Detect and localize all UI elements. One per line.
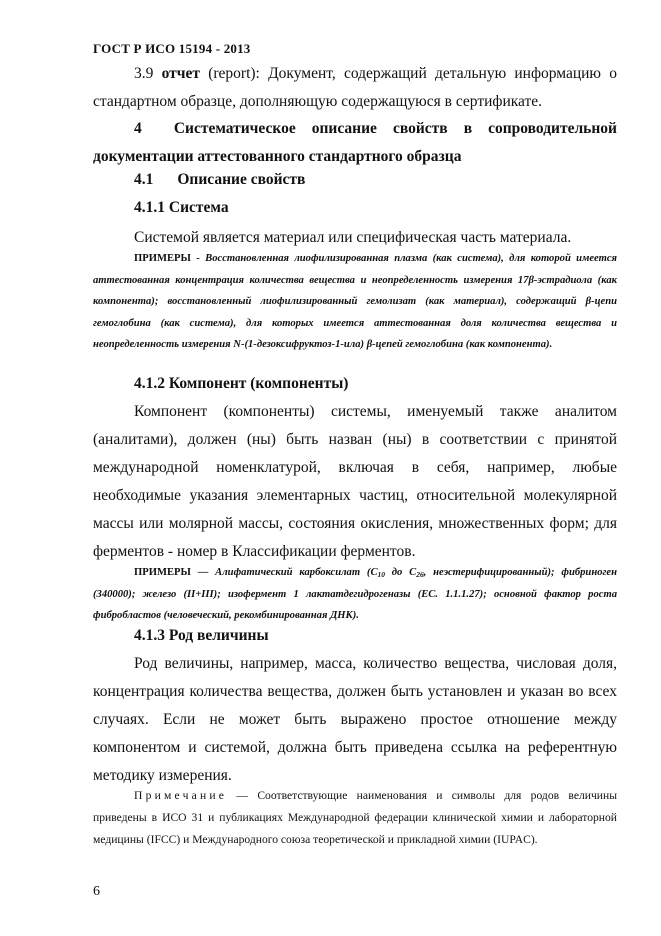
subscript-10: 10: [377, 570, 385, 579]
examples-text-b: до С: [384, 567, 417, 578]
term-english: (report):: [208, 65, 260, 82]
note-text: — Соответствующие наименования и символы для родов величины приведены в ИСО 31 и публикациях Международной федерации клинической химии и лабораторной медицины (IFCC) и Международного союза теоретической и прикладной химии (IUPAC).: [93, 789, 617, 846]
note-label: Примечание: [134, 789, 228, 802]
examples-text: Восстановленная лиофилизированная плазма (как система), для которой имеется аттестованная концентрация количества вещества и неопределенность измерения 17β-эстрадиола (как компонента); восстановленный лиофилизированный гемолизат (как материал), содержащий β-цепи гемоглобина (как система), для которых имеется аттестованная доля количества вещества и неопределенность измерения N-(1-дезоксифруктоз-1-ила) β-цепей гемоглобина (как компонента).: [93, 253, 617, 351]
examples-label: ПРИМЕРЫ -: [134, 253, 206, 264]
subscript-26: 26: [416, 570, 424, 579]
section-4-1-3-text: Род величины, например, масса, количество вещества, числовая доля, концентрация количества вещества, должен быть установлен и указан во всех случаях. Если не может быть выражено простое отношение между компонентом и системой, должна быть приведена ссылка на референтную методику измерения.: [93, 655, 617, 784]
section-4-1-3-heading: 4.1.3 Род величины: [134, 627, 269, 644]
section-4-1-2-heading: 4.1.2 Компонент (компоненты): [134, 375, 349, 392]
definition-3-9: [93, 60, 617, 116]
section-number: 4.1: [134, 171, 154, 188]
section-4-heading: [93, 115, 617, 171]
examples-4-1-2: [93, 562, 617, 627]
document-header: ГОСТ Р ИСО 15194 - 2013: [93, 41, 251, 56]
section-4-1-1-heading: 4.1.1 Система: [134, 199, 229, 216]
section-4-1-heading: [134, 171, 305, 189]
page-number: 6: [93, 884, 100, 899]
definition-text: Документ, содержащий детальную информацию о стандартном образце, дополняющую содержащуюся в сертификате.: [93, 65, 617, 110]
section-4-1-2-text: Компонент (компоненты) системы, именуемый также аналитом (аналитами), должен (ны) быть назван (ны) в соответствии с принятой международной номенклатурой, включая в себя, например, любые необходимые указания элементарных частиц, относительной молекулярной массы или молярной массы, состояния окисления, множественных форм; для ферментов - номер в Классификации ферментов.: [93, 403, 617, 560]
note-4-1-3: [93, 785, 617, 851]
examples-text-a: Алифатический карбоксилат (С: [215, 567, 378, 578]
examples-text-c: , неэстерифицированный); фибриноген (340000); железо (II+III); изофермент 1 лактатдегидрогеназы (ЕС. 1.1.1.27); основной фактор роста фибробластов (человеческий, рекомбинированная ДНК).: [93, 567, 617, 622]
item-number: 3.9: [134, 65, 154, 82]
section-title: Систематическое описание свойств в сопроводительной документации аттестованного стандартного образца: [93, 120, 617, 165]
section-4-1-1-text: Системой является материал или специфическая часть материала.: [134, 229, 572, 246]
section-number: 4: [134, 120, 142, 137]
section-title: Описание свойств: [177, 171, 306, 188]
examples-label: ПРИМЕРЫ —: [134, 567, 216, 578]
examples-4-1-1: [93, 248, 617, 356]
term: отчет: [161, 65, 200, 82]
